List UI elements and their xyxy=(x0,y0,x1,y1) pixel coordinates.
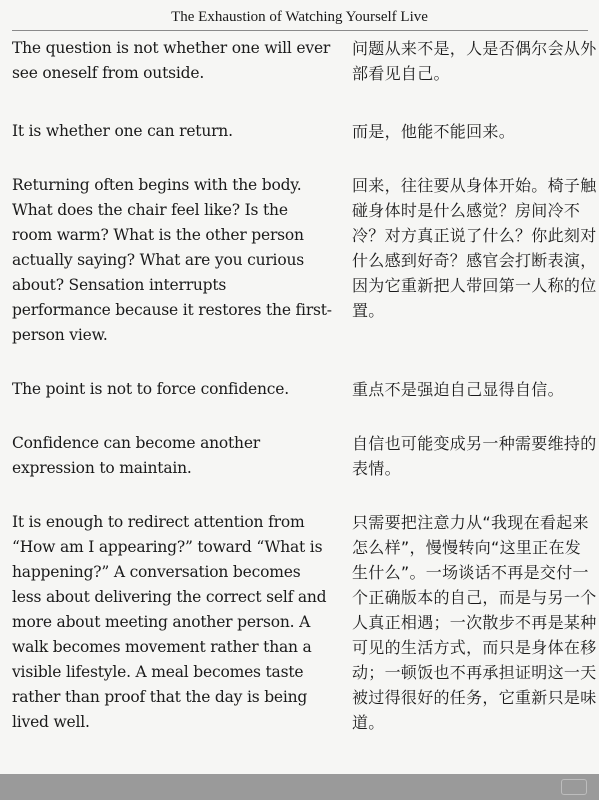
header-divider xyxy=(12,30,588,31)
watermark-logo-icon xyxy=(561,779,587,795)
bottom-bar xyxy=(0,774,599,800)
paragraph-row xyxy=(0,377,599,402)
page-title: The Exhaustion of Watching Yourself Live xyxy=(171,9,428,25)
chinese-paragraph: 问题从来不是，人是否偶尔会从外部看见自己。 xyxy=(352,39,597,83)
chinese-paragraph: 只需要把注意力从“我现在看起来怎么样”，慢慢转向“这里正在发生什么”。一场谈话不再是交付一个正确版本的自己，而是与另一个人真正相遇；一次散步不再是某种可见的生活方式，而只是身体在移动；一顿饭也不再承担证明这一天被过得很好的任务，它重新只是味道。 xyxy=(352,513,597,732)
paragraph-row xyxy=(0,510,599,760)
english-paragraph: Confidence can become another expression to maintain. xyxy=(12,434,261,477)
paragraph-row xyxy=(0,119,599,144)
chinese-paragraph: 回来，往往要从身体开始。椅子触碰身体时是什么感觉？房间冷不冷？对方真正说了什么？你此刻对什么感到好奇？感官会打断表演，因为它重新把人带回第一人称的位置。 xyxy=(352,176,597,320)
english-paragraph: It is whether one can return. xyxy=(12,122,233,140)
paragraph-row xyxy=(0,431,599,481)
chinese-paragraph: 而是，他能不能回来。 xyxy=(352,122,516,141)
chinese-paragraph: 自信也可能变成另一种需要维持的表情。 xyxy=(352,434,597,478)
bilingual-text-body xyxy=(0,36,599,789)
english-paragraph: It is enough to redirect attention from “How am I appearing?” toward “What is happening?” A conversation becomes less about delivering the correct self and more about meeting another person. A walk becomes movement rather than a visible lifestyle. A meal becomes taste rather than proof that the day is being lived well. xyxy=(12,513,327,731)
chinese-paragraph: 重点不是强迫自己显得自信。 xyxy=(352,380,564,399)
paragraph-row xyxy=(0,36,599,90)
page-header xyxy=(0,0,599,34)
english-paragraph: The question is not whether one will ever see oneself from outside. xyxy=(12,39,331,82)
paragraph-row xyxy=(0,173,599,348)
english-paragraph: The point is not to force confidence. xyxy=(12,380,289,398)
english-paragraph: Returning often begins with the body. What does the chair feel like? Is the room warm? What is the other person actually saying? What are you curious about? Sensation interrupts performance because it restores the first- person view. xyxy=(12,176,332,344)
